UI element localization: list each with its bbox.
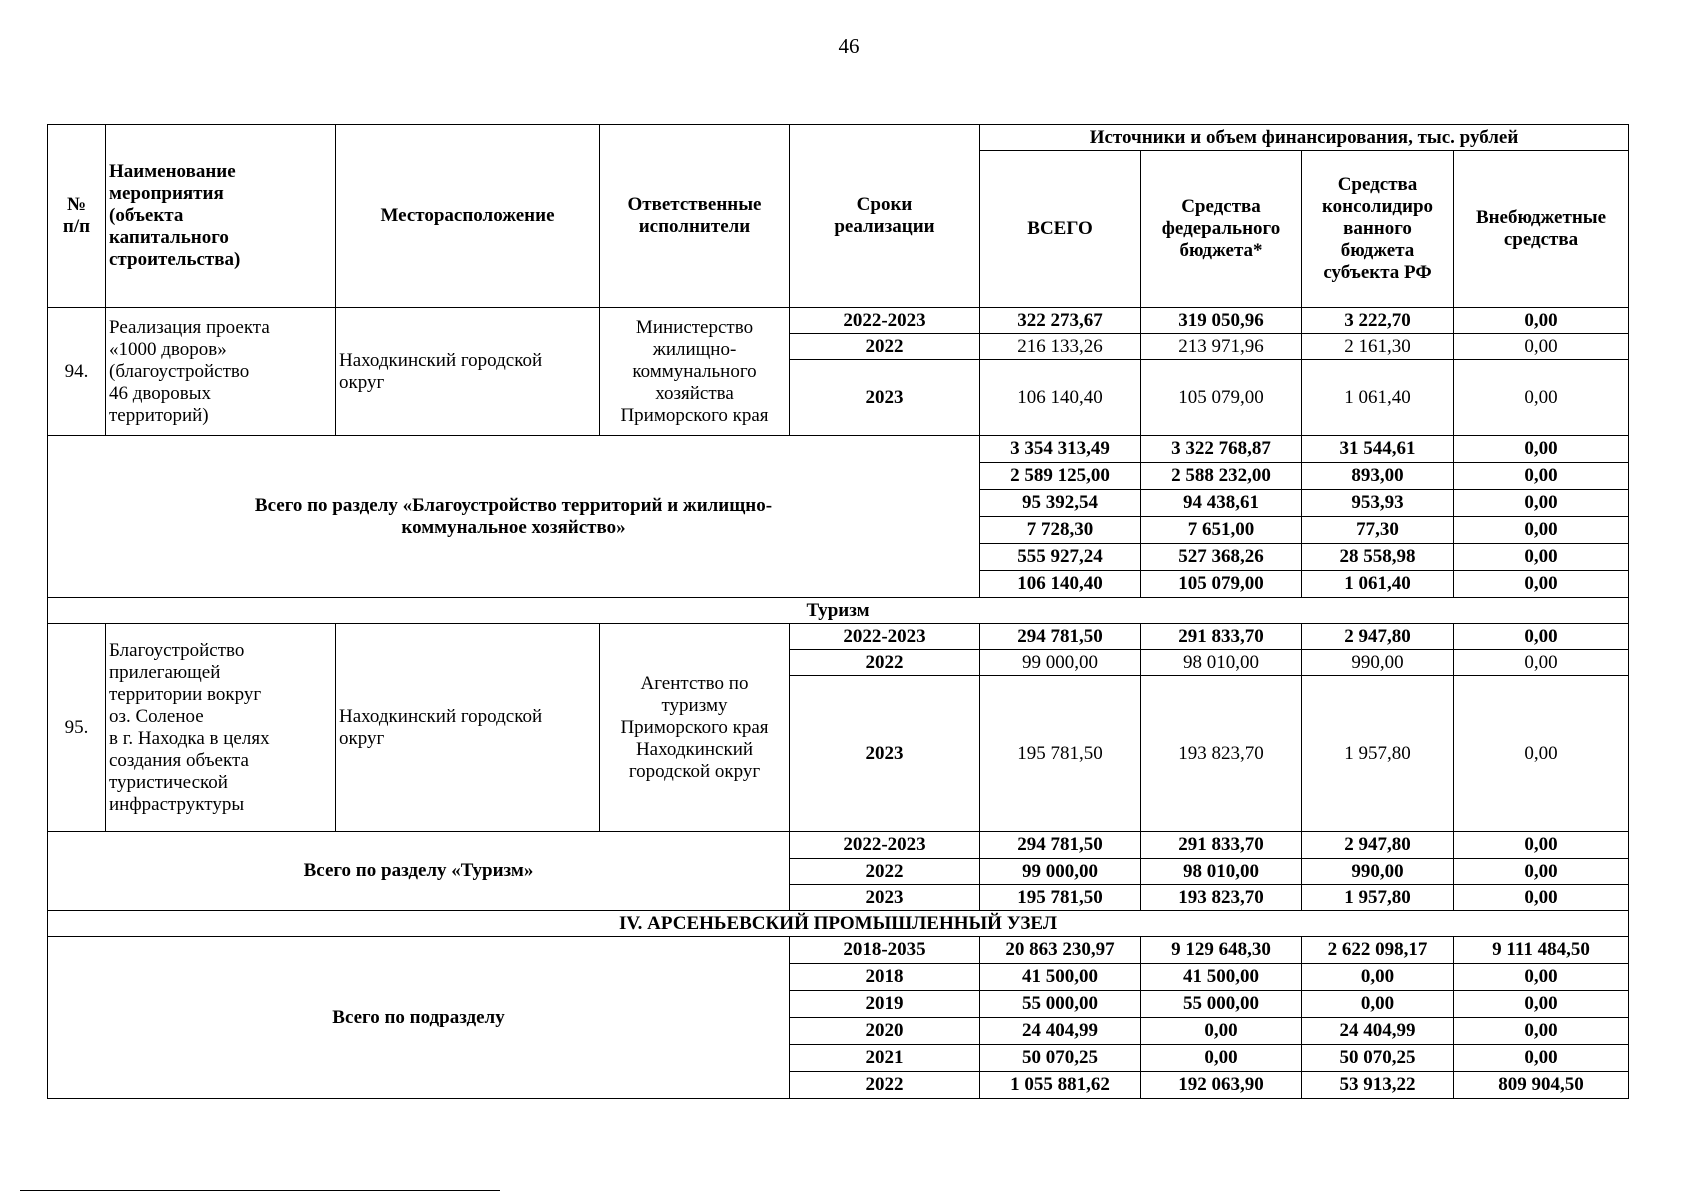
total-improvement-federal: 527 368,26 [1141, 544, 1302, 571]
section-tourism-heading: Туризм [48, 598, 1629, 624]
header-location: Месторасположение [336, 125, 600, 308]
item95-extra: 0,00 [1454, 650, 1629, 676]
page-number: 46 [838, 34, 860, 58]
total-improvement-regional: 28 558,98 [1302, 544, 1454, 571]
total-subsection-federal: 192 063,90 [1141, 1072, 1302, 1099]
total-tourism-total: 294 781,50 [980, 832, 1141, 859]
total-subsection-regional: 53 913,22 [1302, 1072, 1454, 1099]
section-tourism-row [48, 598, 1629, 624]
total-tourism-period: 2022-2023 [790, 832, 980, 859]
item94-extra: 0,00 [1454, 308, 1629, 334]
total-improvement-federal: 7 651,00 [1141, 517, 1302, 544]
item94-extra: 0,00 [1454, 334, 1629, 360]
footnote-divider [20, 1190, 500, 1191]
total-tourism-federal: 98 010,00 [1141, 859, 1302, 885]
total-improvement-extra: 0,00 [1454, 463, 1629, 490]
section-arsenyev-heading: IV. АРСЕНЬЕВСКИЙ ПРОМЫШЛЕННЫЙ УЗЕЛ [48, 911, 1629, 937]
item94-federal: 105 079,00 [1141, 360, 1302, 436]
total-subsection-row [48, 937, 1629, 964]
total-improvement-federal: 94 438,61 [1141, 490, 1302, 517]
header-period: Сроки реализации [790, 125, 980, 308]
header-regional: Средства консолидиро ванного бюджета субъекта РФ [1302, 151, 1454, 308]
total-subsection-extra: 9 111 484,50 [1454, 937, 1629, 964]
header-funding-group: Источники и объем финансирования, тыс. рублей [980, 125, 1629, 151]
item95-extra: 0,00 [1454, 676, 1629, 832]
item95-regional: 2 947,80 [1302, 624, 1454, 650]
funding-table [47, 124, 1629, 1099]
item94-responsible: Министерство жилищно- коммунального хозяйства Приморского края [600, 308, 790, 436]
total-subsection-period: 2020 [790, 1018, 980, 1045]
total-tourism-extra: 0,00 [1454, 885, 1629, 911]
item95-total: 294 781,50 [980, 624, 1141, 650]
total-improvement-federal: 105 079,00 [1141, 571, 1302, 598]
total-improvement-total: 2 589 125,00 [980, 463, 1141, 490]
item95-row [48, 624, 1629, 650]
total-subsection-total: 24 404,99 [980, 1018, 1141, 1045]
total-tourism-regional: 2 947,80 [1302, 832, 1454, 859]
header-total: ВСЕГО [980, 151, 1141, 308]
item94-period: 2022-2023 [790, 308, 980, 334]
total-subsection-total: 55 000,00 [980, 991, 1141, 1018]
total-improvement-federal: 2 588 232,00 [1141, 463, 1302, 490]
total-subsection-regional: 50 070,25 [1302, 1045, 1454, 1072]
item95-location: Находкинский городской округ [336, 624, 600, 832]
total-subsection-period: 2018-2035 [790, 937, 980, 964]
item94-regional: 2 161,30 [1302, 334, 1454, 360]
item95-total: 195 781,50 [980, 676, 1141, 832]
total-subsection-regional: 0,00 [1302, 991, 1454, 1018]
total-subsection-federal: 41 500,00 [1141, 964, 1302, 991]
total-improvement-total: 7 728,30 [980, 517, 1141, 544]
header-responsible: Ответственные исполнители [600, 125, 790, 308]
item95-responsible: Агентство по туризму Приморского края Находкинский городской округ [600, 624, 790, 832]
total-subsection-federal: 55 000,00 [1141, 991, 1302, 1018]
total-subsection-extra: 0,00 [1454, 964, 1629, 991]
total-tourism-federal: 291 833,70 [1141, 832, 1302, 859]
item94-regional: 1 061,40 [1302, 360, 1454, 436]
header-extrabudget: Внебюджетные средства [1454, 151, 1629, 308]
header-num: № п/п [48, 125, 106, 308]
item95-federal: 98 010,00 [1141, 650, 1302, 676]
total-improvement-federal: 3 322 768,87 [1141, 436, 1302, 463]
total-improvement-total: 555 927,24 [980, 544, 1141, 571]
item94-total: 106 140,40 [980, 360, 1141, 436]
total-improvement-total: 95 392,54 [980, 490, 1141, 517]
header-federal: Средства федерального бюджета* [1141, 151, 1302, 308]
item95-period: 2023 [790, 676, 980, 832]
total-subsection-federal: 0,00 [1141, 1045, 1302, 1072]
total-tourism-period: 2022 [790, 859, 980, 885]
total-subsection-period: 2018 [790, 964, 980, 991]
total-improvement-extra: 0,00 [1454, 571, 1629, 598]
total-subsection-period: 2022 [790, 1072, 980, 1099]
item95-federal: 193 823,70 [1141, 676, 1302, 832]
item94-federal: 319 050,96 [1141, 308, 1302, 334]
item94-period: 2023 [790, 360, 980, 436]
total-subsection-total: 20 863 230,97 [980, 937, 1141, 964]
item94-federal: 213 971,96 [1141, 334, 1302, 360]
total-improvement-row [48, 436, 1629, 463]
total-improvement-total: 3 354 313,49 [980, 436, 1141, 463]
total-improvement-regional: 1 061,40 [1302, 571, 1454, 598]
item94-extra: 0,00 [1454, 360, 1629, 436]
total-tourism-regional: 990,00 [1302, 859, 1454, 885]
total-tourism-label: Всего по разделу «Туризм» [48, 832, 790, 911]
total-subsection-extra: 0,00 [1454, 991, 1629, 1018]
total-subsection-federal: 9 129 648,30 [1141, 937, 1302, 964]
section-arsenyev-row [48, 911, 1629, 937]
total-improvement-extra: 0,00 [1454, 544, 1629, 571]
total-subsection-extra: 809 904,50 [1454, 1072, 1629, 1099]
total-improvement-extra: 0,00 [1454, 490, 1629, 517]
item95-name: Благоустройство прилегающей территории вокруг оз. Соленое в г. Находка в целях создания объекта туристической инфраструктуры [106, 624, 336, 832]
total-subsection-extra: 0,00 [1454, 1018, 1629, 1045]
item95-regional: 1 957,80 [1302, 676, 1454, 832]
total-subsection-period: 2019 [790, 991, 980, 1018]
total-tourism-total: 99 000,00 [980, 859, 1141, 885]
header-name: Наименование мероприятия (объекта капитального строительства) [106, 125, 336, 308]
total-improvement-regional: 31 544,61 [1302, 436, 1454, 463]
total-improvement-total: 106 140,40 [980, 571, 1141, 598]
item94-row [48, 308, 1629, 334]
total-improvement-regional: 953,93 [1302, 490, 1454, 517]
total-improvement-extra: 0,00 [1454, 436, 1629, 463]
item94-regional: 3 222,70 [1302, 308, 1454, 334]
total-tourism-period: 2023 [790, 885, 980, 911]
item95-period: 2022 [790, 650, 980, 676]
item94-total: 216 133,26 [980, 334, 1141, 360]
item94-period: 2022 [790, 334, 980, 360]
total-subsection-extra: 0,00 [1454, 1045, 1629, 1072]
total-subsection-federal: 0,00 [1141, 1018, 1302, 1045]
item95-federal: 291 833,70 [1141, 624, 1302, 650]
total-improvement-label: Всего по разделу «Благоустройство территорий и жилищно- коммунальное хозяйство» [48, 436, 980, 598]
total-subsection-label: Всего по подразделу [48, 937, 790, 1099]
total-subsection-total: 1 055 881,62 [980, 1072, 1141, 1099]
item95-period: 2022-2023 [790, 624, 980, 650]
item95-regional: 990,00 [1302, 650, 1454, 676]
total-improvement-regional: 77,30 [1302, 517, 1454, 544]
total-tourism-federal: 193 823,70 [1141, 885, 1302, 911]
item94-num: 94. [48, 308, 106, 436]
item94-total: 322 273,67 [980, 308, 1141, 334]
total-subsection-regional: 2 622 098,17 [1302, 937, 1454, 964]
total-subsection-total: 50 070,25 [980, 1045, 1141, 1072]
item94-name: Реализация проекта «1000 дворов» (благоустройство 46 дворовых территорий) [106, 308, 336, 436]
total-tourism-regional: 1 957,80 [1302, 885, 1454, 911]
total-tourism-extra: 0,00 [1454, 832, 1629, 859]
total-tourism-extra: 0,00 [1454, 859, 1629, 885]
item95-num: 95. [48, 624, 106, 832]
header-row-1 [48, 125, 1629, 151]
item94-location: Находкинский городской округ [336, 308, 600, 436]
total-subsection-regional: 24 404,99 [1302, 1018, 1454, 1045]
item95-total: 99 000,00 [980, 650, 1141, 676]
total-subsection-total: 41 500,00 [980, 964, 1141, 991]
total-improvement-regional: 893,00 [1302, 463, 1454, 490]
total-tourism-total: 195 781,50 [980, 885, 1141, 911]
total-tourism-row [48, 832, 1629, 859]
total-improvement-extra: 0,00 [1454, 517, 1629, 544]
total-subsection-regional: 0,00 [1302, 964, 1454, 991]
item95-extra: 0,00 [1454, 624, 1629, 650]
total-subsection-period: 2021 [790, 1045, 980, 1072]
